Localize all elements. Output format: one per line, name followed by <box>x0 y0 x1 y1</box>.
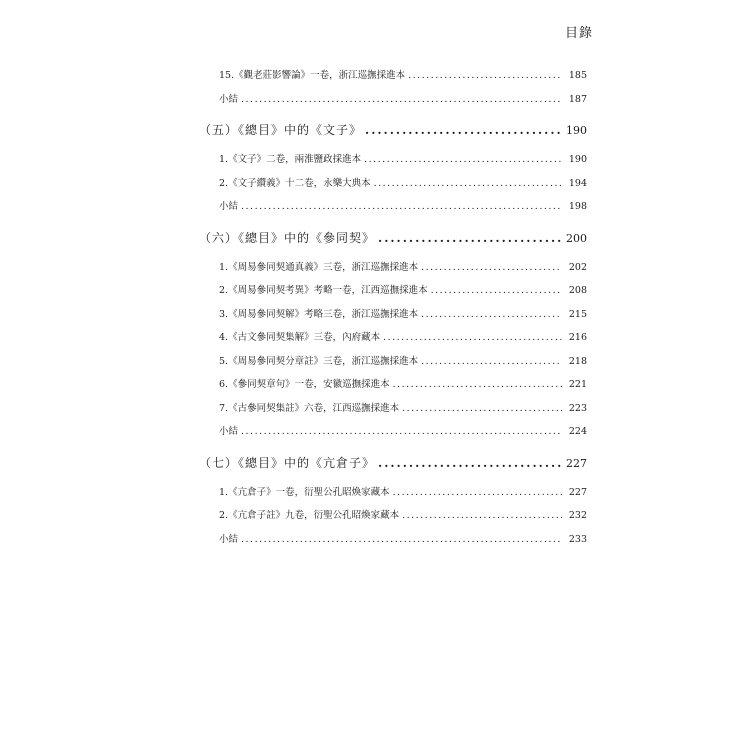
dot-leader <box>365 115 562 146</box>
toc-section-heading <box>199 223 587 254</box>
dot-leader <box>402 504 562 528</box>
toc-page-number: 223 <box>568 402 587 414</box>
dot-leader <box>421 256 562 280</box>
dot-leader <box>374 172 562 196</box>
toc-title: 1.《周易參同契通真義》三卷，浙江巡撫採進本 <box>219 261 419 273</box>
toc-title: 1.《文子》二卷，兩淮鹽政採進本 <box>219 154 362 165</box>
toc-title: 7.《古參同契集註》六卷，江西巡撫採進本 <box>219 402 400 414</box>
toc-page-number: 190 <box>568 154 587 165</box>
toc-page-number: 233 <box>568 533 587 545</box>
dot-leader <box>241 420 562 444</box>
dot-leader <box>393 373 562 397</box>
dot-leader <box>241 195 562 219</box>
toc-title: 15.《觀老莊影響論》一卷，浙江巡撫採進本 <box>219 70 406 81</box>
toc-title: （六）《總目》中的《參同契》 <box>199 230 376 245</box>
toc-entry <box>199 172 587 196</box>
toc-entry <box>199 481 587 505</box>
toc-page-number: 215 <box>568 308 587 320</box>
dot-leader <box>393 481 562 505</box>
dot-leader <box>402 397 562 421</box>
running-head: 目錄 <box>564 26 593 41</box>
toc-page-number: 185 <box>568 70 587 81</box>
toc-title: 2.《亢倉子註》九卷，衍聖公孔昭煥家藏本 <box>219 510 400 521</box>
toc-entry <box>199 256 587 280</box>
toc-entry <box>199 303 587 327</box>
dot-leader <box>383 326 562 350</box>
toc-page-number: 194 <box>568 177 587 189</box>
toc-page-number: 227 <box>566 456 587 470</box>
toc-page-number: 216 <box>568 332 587 343</box>
toc-entry <box>199 373 587 397</box>
toc-entry <box>199 279 587 303</box>
toc-page-number: 224 <box>568 426 587 437</box>
toc-page-number: 190 <box>566 124 587 137</box>
toc-title: 3.《周易參同契解》考略三卷，浙江巡撫採進本 <box>219 308 419 320</box>
toc-page-number: 218 <box>568 355 587 367</box>
toc-section-heading <box>199 448 587 479</box>
toc-page-number: 198 <box>568 201 587 212</box>
toc-entry <box>199 326 587 350</box>
dot-leader <box>241 88 562 112</box>
toc-section-heading <box>199 115 587 146</box>
toc-title: 小結 <box>219 426 239 437</box>
toc-entry <box>199 195 587 219</box>
dot-leader <box>421 350 562 374</box>
toc-page-number: 208 <box>568 285 587 296</box>
dot-leader <box>364 148 562 172</box>
dot-leader <box>241 528 562 552</box>
toc-title: 小結 <box>219 533 239 545</box>
toc-entry <box>199 397 587 421</box>
toc-title: （七）《總目》中的《亢倉子》 <box>199 455 376 470</box>
toc-page-number: 187 <box>568 93 587 105</box>
toc-entry <box>199 88 587 112</box>
toc-page-number: 200 <box>566 231 587 245</box>
toc-entry <box>199 504 587 528</box>
toc-page-number: 202 <box>568 261 587 273</box>
toc-entry <box>199 148 587 172</box>
toc-title: 小結 <box>219 93 239 105</box>
dot-leader <box>378 223 562 254</box>
toc-title: 2.《文子纘義》十二卷，永樂大典本 <box>219 177 371 189</box>
table-of-contents <box>199 64 587 551</box>
toc-entry <box>199 64 587 88</box>
dot-leader <box>408 64 562 88</box>
toc-entry <box>199 350 587 374</box>
toc-title: 1.《亢倉子》一卷，衍聖公孔昭煥家藏本 <box>219 486 390 498</box>
toc-page-number: 232 <box>568 510 587 521</box>
dot-leader <box>421 303 562 327</box>
toc-page-number: 221 <box>568 379 587 390</box>
toc-title: 5.《周易參同契分章註》三卷，浙江巡撫採進本 <box>219 355 419 367</box>
toc-title: 小結 <box>219 201 239 212</box>
toc-title: 2.《周易參同契考異》考略一卷，江西巡撫採進本 <box>219 285 428 296</box>
toc-title: （五）《總目》中的《文子》 <box>199 123 363 137</box>
toc-title: 4.《古文參同契集解》三卷，內府藏本 <box>219 332 381 343</box>
dot-leader <box>431 279 562 303</box>
toc-entry <box>199 528 587 552</box>
dot-leader <box>378 448 562 479</box>
toc-entry <box>199 420 587 444</box>
toc-page-number: 227 <box>568 486 587 498</box>
toc-title: 6.《參同契章句》一卷，安徽巡撫採進本 <box>219 379 390 390</box>
